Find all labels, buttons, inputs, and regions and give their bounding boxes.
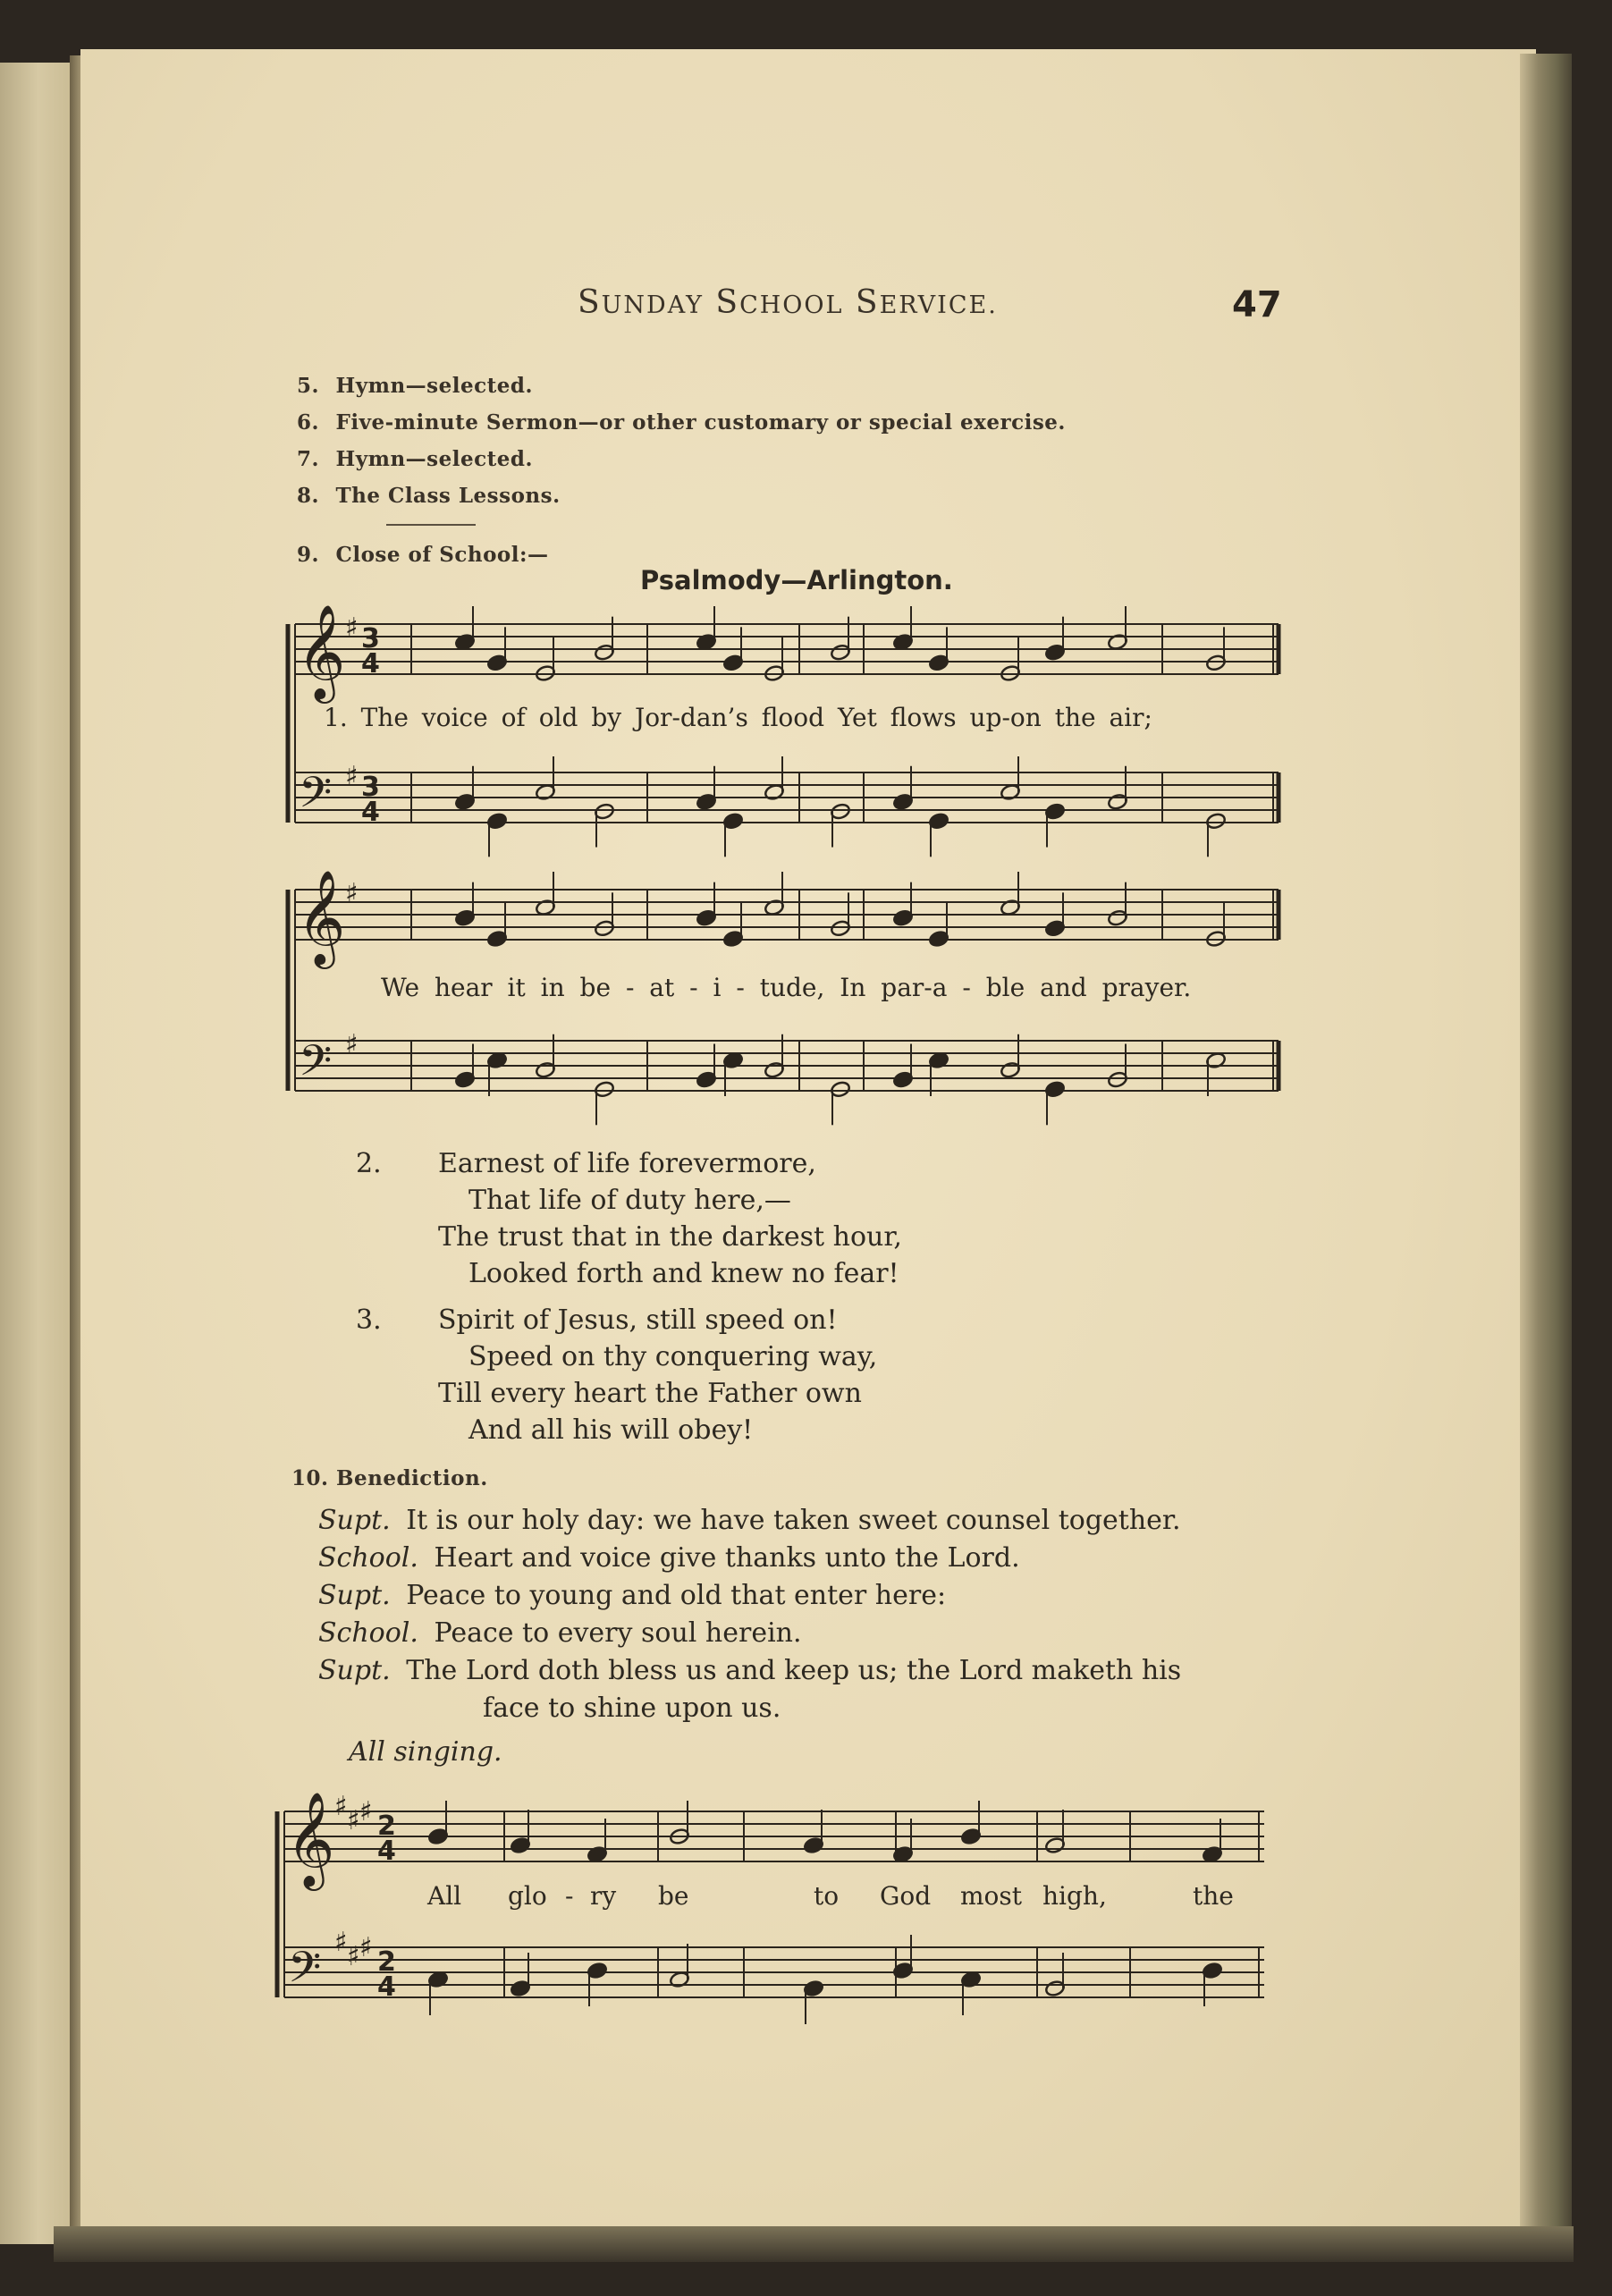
page-number: 47	[1232, 284, 1282, 325]
tune-title: Psalmody—Arlington.	[640, 565, 953, 595]
bass-clef: 𝄢	[288, 1942, 322, 2003]
time-signature: 4	[361, 797, 380, 828]
sharp-sign: ♯	[347, 1805, 360, 1836]
treble-clef: 𝄞	[286, 1791, 335, 1887]
verse-3-line: Speed on thy conquering way,	[468, 1341, 878, 1372]
sharp-sign: ♯	[345, 1029, 359, 1060]
running-header-text: SUNDAY SCHOOL SERVICE.	[578, 284, 998, 321]
verse-2-line: Looked forth and knew no fear!	[468, 1258, 899, 1289]
bass-clef: 𝄢	[299, 1035, 333, 1096]
time-signature: 3	[361, 623, 380, 654]
response-speaker: Supt.	[318, 1655, 391, 1686]
response-speaker: School.	[318, 1617, 418, 1649]
time-signature: 4	[377, 1971, 396, 2003]
response-text: It is our holy day: we have taken sweet counsel together.	[406, 1505, 1181, 1536]
treble-clef: 𝄞	[297, 604, 346, 699]
closing-lyric: All	[427, 1881, 462, 1911]
sharp-sign: ♯	[334, 1791, 348, 1822]
verse-3-line: Spirit of Jesus, still speed on!	[438, 1304, 838, 1336]
verse-2-line: The trust that in the darkest hour,	[438, 1221, 902, 1253]
closing-lyric: -	[565, 1881, 574, 1911]
verse-2-line: Earnest of life forevermore,	[438, 1148, 816, 1179]
verse-3-line: And all his will obey!	[468, 1414, 754, 1446]
sharp-sign: ♯	[359, 1796, 373, 1828]
time-signature: 4	[361, 648, 380, 680]
closing-lyric: to	[814, 1881, 840, 1911]
response-text: The Lord doth bless us and keep us; the Lord maketh his	[406, 1655, 1182, 1686]
verse-2-number: 2.	[356, 1148, 382, 1179]
time-signature: 3	[361, 772, 380, 803]
response-text: Heart and voice give thanks unto the Lord.	[434, 1542, 1020, 1574]
response-speaker: Supt.	[318, 1505, 391, 1536]
closing-lyric: most	[960, 1881, 1023, 1911]
response-line	[318, 1580, 946, 1611]
time-signature: 4	[377, 1836, 396, 1867]
closing-lyric: God	[880, 1881, 932, 1911]
verse-2-line: That life of duty here,—	[468, 1185, 791, 1216]
sharp-sign: ♯	[347, 1941, 360, 1972]
sharp-sign: ♯	[345, 612, 359, 644]
closing-lyric: glo	[508, 1881, 547, 1911]
response-speaker: Supt.	[318, 1580, 391, 1611]
hymn-lyrics-line-2: We hear it in be - at - i - tude, In par-a - ble and prayer.	[381, 973, 1192, 1002]
closing-lyric: the	[1193, 1881, 1234, 1911]
order-item-5: 5. Hymn—selected.	[297, 374, 533, 398]
verse-3-line: Till every heart the Father own	[438, 1378, 862, 1409]
closing-lyric: ry	[590, 1881, 617, 1911]
time-signature: 2	[377, 1946, 396, 1978]
response-line	[318, 1505, 1180, 1536]
sharp-sign: ♯	[334, 1927, 348, 1958]
order-item-8: 8. The Class Lessons.	[297, 484, 561, 508]
bass-clef: 𝄢	[299, 767, 333, 828]
order-item-6: 6. Five-minute Sermon—or other customary or special exercise.	[297, 410, 1066, 435]
response-line	[318, 1542, 1020, 1574]
response-speaker: School.	[318, 1542, 418, 1574]
treble-clef: 𝄞	[297, 869, 346, 965]
response-text: Peace to every soul herein.	[434, 1617, 802, 1649]
benediction-heading: 10. Benediction.	[291, 1466, 488, 1490]
hymn-lyrics-line-1: 1. The voice of old by Jor-dan’s flood Yet flows up-on the air;	[324, 703, 1152, 732]
closing-lyric: high,	[1042, 1881, 1107, 1911]
response-continuation: face to shine upon us.	[483, 1692, 781, 1724]
verse-3-number: 3.	[356, 1304, 382, 1336]
response-line	[318, 1655, 1181, 1686]
response-text: Peace to young and old that enter here:	[406, 1580, 947, 1611]
response-line	[318, 1617, 802, 1649]
sharp-sign: ♯	[345, 761, 359, 792]
order-item-9: 9. Close of School:—	[297, 543, 549, 567]
time-signature: 2	[377, 1811, 396, 1842]
closing-lyric: be	[658, 1881, 689, 1911]
order-item-7: 7. Hymn—selected.	[297, 447, 533, 471]
sharp-sign: ♯	[359, 1932, 373, 1963]
sharp-sign: ♯	[345, 878, 359, 909]
closing-direction: All singing.	[349, 1736, 502, 1768]
